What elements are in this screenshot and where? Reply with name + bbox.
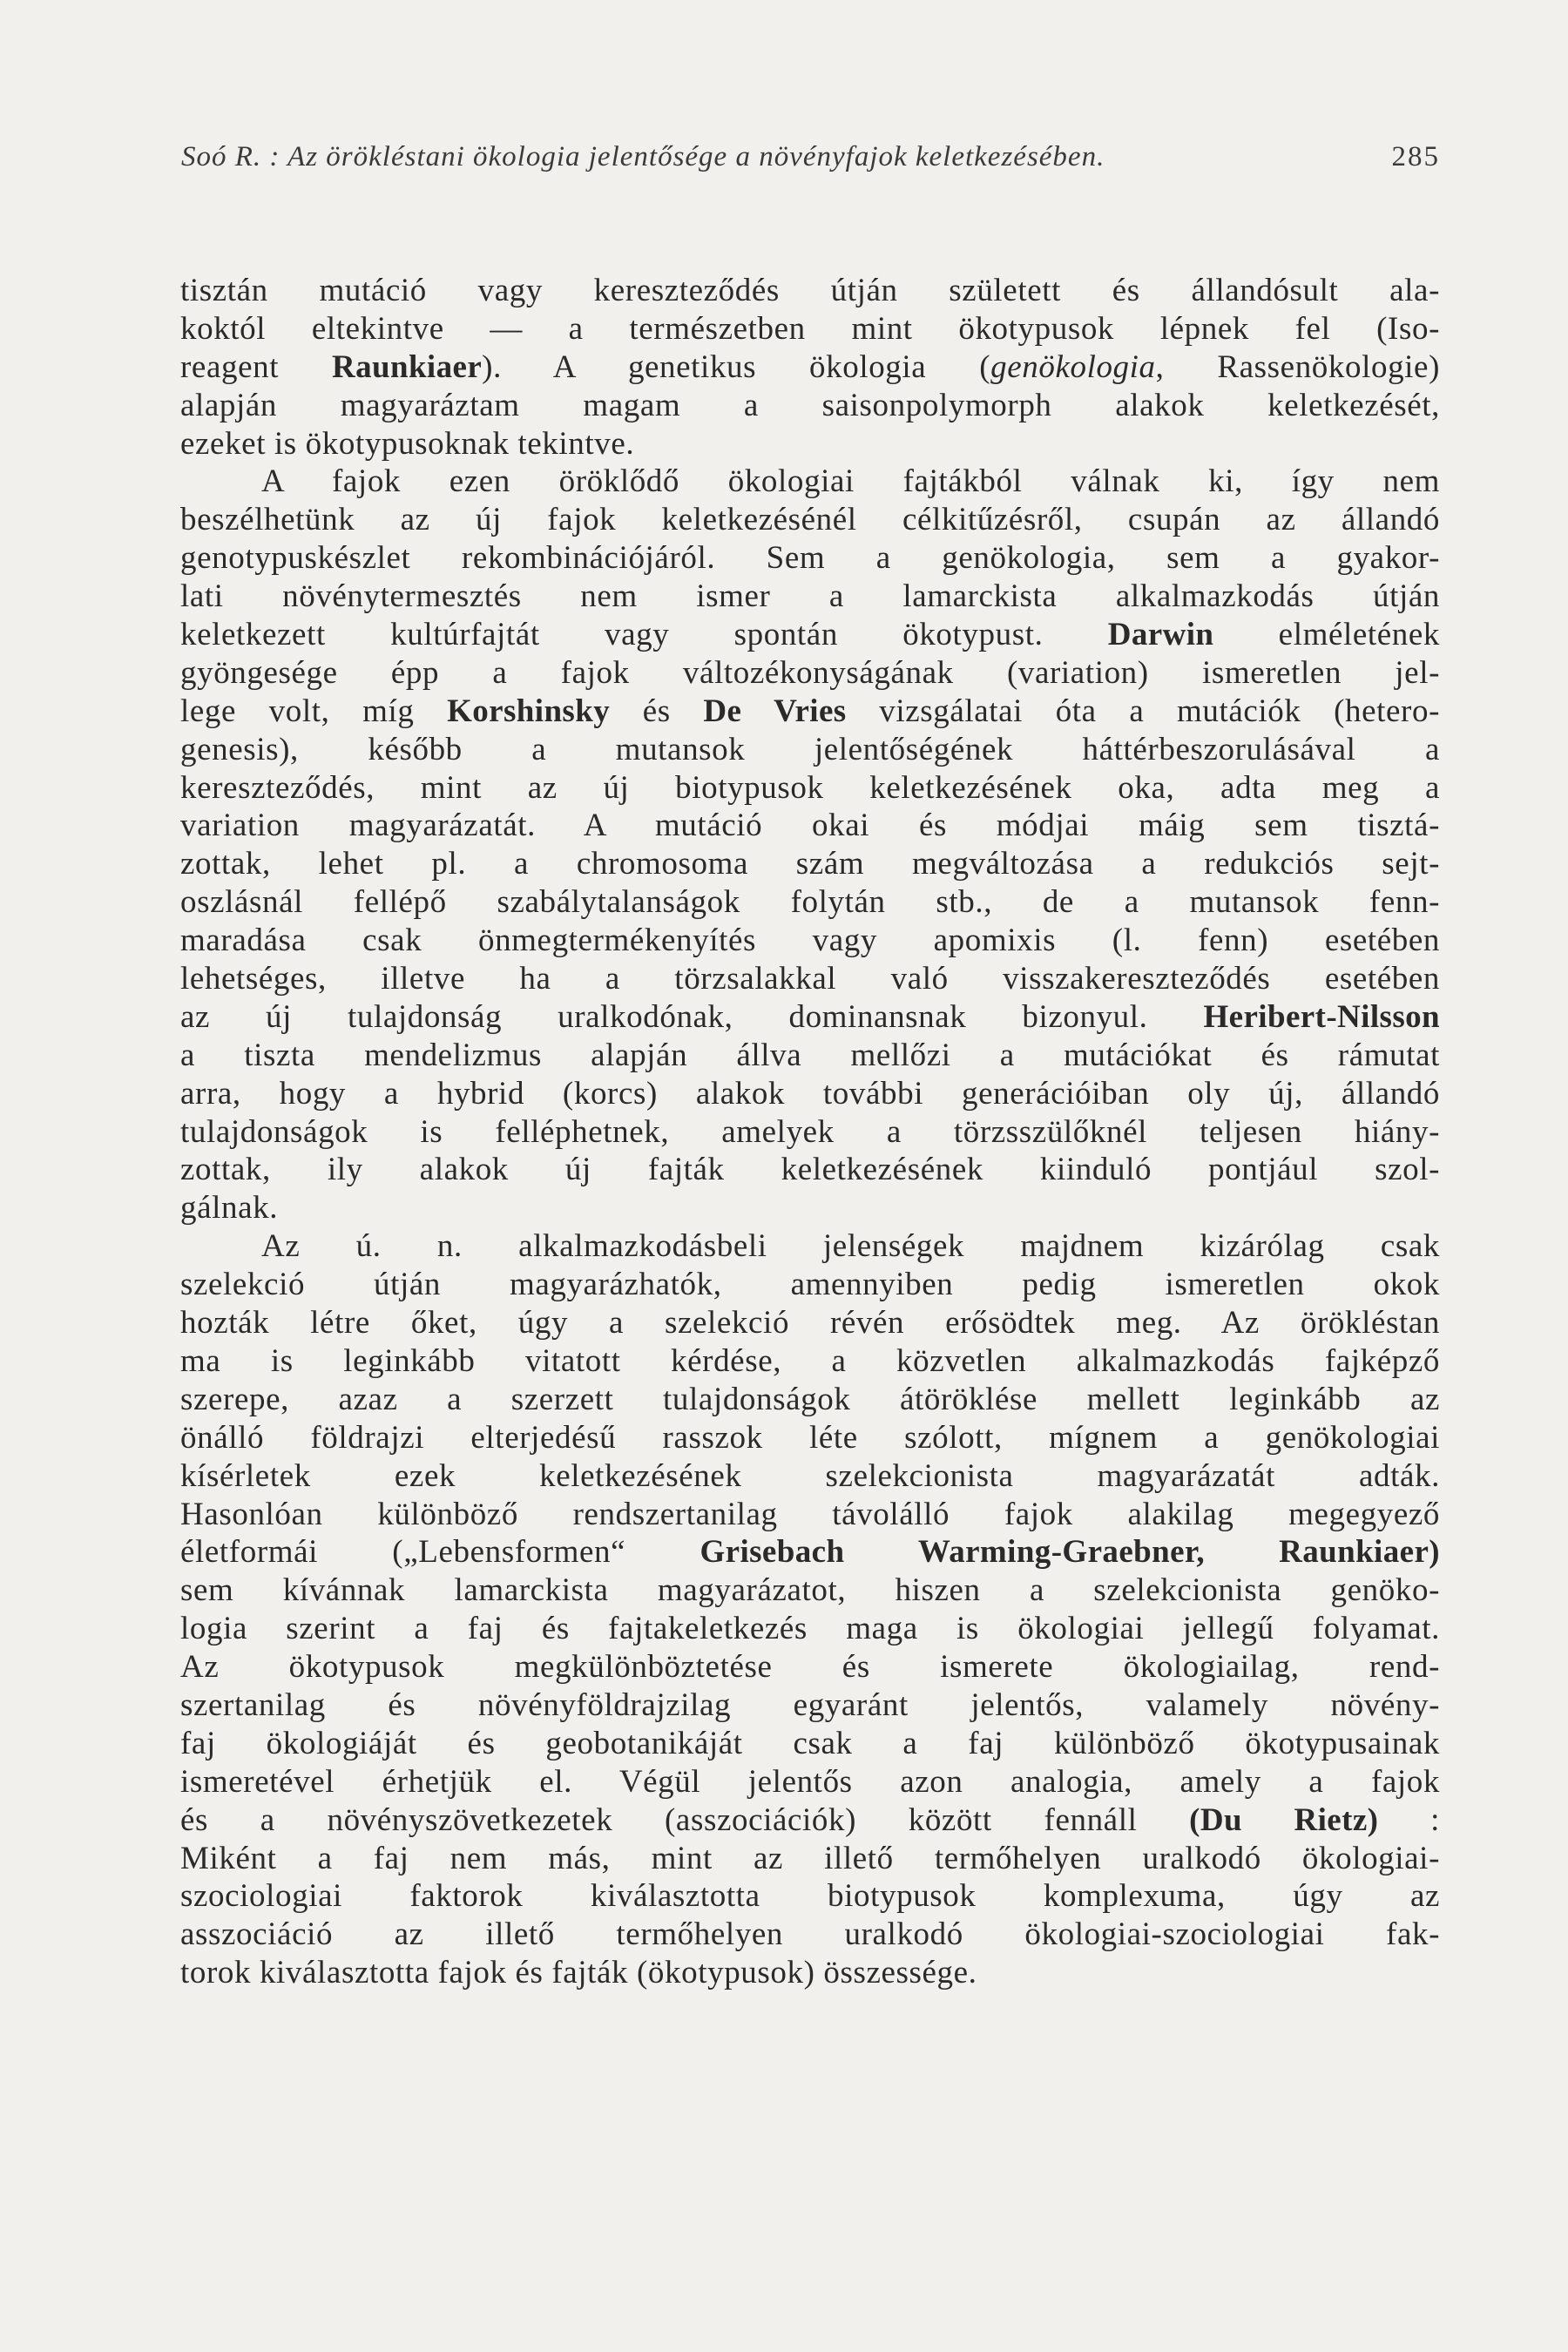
text-segment: arra, hogy a hybrid (korcs) alakok további generációiban oly új, állandó (180, 1075, 1440, 1112)
text-segment: Hasonlóan különböző rendszertanilag távolálló fajok alakilag megegyező (180, 1496, 1440, 1532)
text-segment: és a növényszövetkezetek (asszociációk) között fennáll (180, 1801, 1190, 1838)
author-name: De Vries (703, 693, 847, 729)
author-name: Grisebach Warming-Graebner, Raunkiaer) (700, 1534, 1440, 1571)
text-segment: ismeretével érhetjük el. Végül jelentős azon analogia, amely a fajok (180, 1763, 1440, 1800)
text-segment: zottak, ily alakok új fajták keletkezésének kiinduló pontjául szol- (180, 1152, 1440, 1188)
text-segment: tulajdonságok is felléphetnek, amelyek a törzsszülőknél teljesen hiány- (180, 1113, 1440, 1150)
text-segment: életformái („Lebensformen“ (180, 1534, 700, 1571)
page-number: 285 (1391, 141, 1440, 172)
text-segment: logia szerint a faj és fajtakeletkezés maga is ökologiai jellegű folyamat. (180, 1611, 1440, 1647)
text-segment: ). A genetikus ökologia ( (482, 348, 991, 385)
text-line (180, 1801, 1440, 1840)
text-line (180, 883, 1440, 922)
text-line (180, 960, 1440, 998)
text-line (180, 310, 1440, 348)
text-line (180, 1419, 1440, 1457)
running-title: Soó R. : Az örökléstani ökologia jelentősége a növényfajok keletkezésében. (181, 141, 1105, 172)
text-line (180, 807, 1440, 845)
text-line (180, 922, 1440, 960)
text-line (180, 998, 1440, 1037)
text-segment: lehetséges, illetve ha a törzsalakkal való visszakereszteződés esetében (180, 961, 1440, 997)
text-line (180, 1840, 1440, 1878)
text-segment: a tiszta mendelizmus alapján állva mellőzi a mutációkat és rámutat (180, 1037, 1440, 1073)
text-segment: vizsgálatai óta a mutációk (hetero- (846, 693, 1440, 729)
text-segment: zottak, lehet pl. a chromosoma szám megváltozása a redukciós sejt- (180, 846, 1440, 882)
text-segment: szelekció útján magyarázhatók, amennyiben pedig ismeretlen okok (180, 1267, 1440, 1303)
text-line (180, 1151, 1440, 1189)
author-name: (Du Rietz) (1189, 1801, 1379, 1838)
text-segment: , Rassenökologie) (1155, 348, 1441, 385)
text-line (180, 1037, 1440, 1075)
text-line (180, 1266, 1440, 1304)
text-segment: Az ökotypusok megkülönböztetése és ismerete ökologiailag, rend- (180, 1649, 1440, 1686)
author-name: Darwin (1107, 617, 1214, 653)
text-segment: az új tulajdonság uralkodónak, dominansnak bizonyul. (180, 998, 1204, 1035)
text-line (180, 1648, 1440, 1686)
text-line (180, 1533, 1440, 1571)
text-line (180, 1725, 1440, 1763)
text-segment: beszélhetünk az új fajok keletkezésénél célkitűzésről, csupán az állandó (180, 502, 1440, 538)
text-segment: és (610, 693, 704, 729)
text-line (180, 1877, 1440, 1916)
text-segment: önálló földrajzi elterjedésű rasszok léte szólott, mígnem a genökologiai (180, 1419, 1440, 1456)
text-segment: elméletének (1213, 617, 1441, 653)
text-segment: keletkezett kultúrfajtát vagy spontán ökotypust. (180, 617, 1108, 653)
text-line (180, 1457, 1440, 1496)
author-name: Heribert-Nilsson (1203, 998, 1440, 1035)
text-segment: Miként a faj nem más, mint az illető termőhelyen uralkodó ökologiai- (180, 1840, 1440, 1876)
text-segment: ezeket is ökotypusoknak tekintve. (180, 425, 635, 462)
text-segment: koktól eltekintve — a természetben mint ökotypusok lépnek fel (Iso- (180, 310, 1440, 347)
text-segment: szerepe, azaz a szerzett tulajdonságok átöröklése mellett leginkább az (180, 1381, 1440, 1417)
text-line (180, 1954, 1440, 1992)
text-segment: genotypuskészlet rekombinációjáról. Sem a genökologia, sem a gyakor- (180, 540, 1440, 577)
text-line (180, 693, 1440, 731)
text-segment: maradása csak önmegtermékenyítés vagy apomixis (l. fenn) esetében (180, 923, 1440, 959)
text-segment: tisztán mutáció vagy kereszteződés útján született és állandósult ala- (180, 273, 1440, 308)
text-segment: hozták létre őket, úgy a szelekció révén erősödtek meg. Az örökléstan (180, 1305, 1440, 1342)
author-name: Raunkiaer (331, 348, 483, 385)
text-line (180, 1113, 1440, 1152)
text-line (180, 425, 1440, 463)
text-line (180, 463, 1440, 501)
text-segment: szociologiai faktorok kiválasztotta biotypusok komplexuma, úgy az (180, 1878, 1440, 1915)
text-segment: szertanilag és növényföldrajzilag egyaránt jelentős, valamely növény- (180, 1686, 1440, 1723)
text-segment: faj ökologiáját és geobotanikáját csak a faj különböző ökotypusainak (180, 1725, 1440, 1761)
text-line (180, 1304, 1440, 1342)
text-line (180, 272, 1440, 310)
text-line (180, 578, 1440, 616)
text-line (180, 539, 1440, 578)
text-line (180, 616, 1440, 654)
text-line (180, 845, 1440, 883)
body-text (180, 272, 1440, 1992)
text-line (180, 731, 1440, 769)
text-segment: genesis), később a mutansok jelentőségének háttérbeszorulásával a (180, 731, 1440, 767)
text-segment: variation magyarázatát. A mutáció okai és módjai máig sem tisztá- (180, 808, 1440, 844)
text-line (180, 348, 1440, 387)
text-segment: gálnak. (180, 1190, 279, 1227)
text-line (180, 1075, 1440, 1113)
text-line (180, 1189, 1440, 1227)
text-line (180, 501, 1440, 539)
text-segment: asszociáció az illető termőhelyen uralkodó ökologiai-szociologiai fak- (180, 1916, 1440, 1953)
text-line (180, 1686, 1440, 1725)
text-segment: kísérletek ezek keletkezésének szelekcionista magyarázatát adták. (180, 1457, 1440, 1494)
text-line (180, 387, 1440, 425)
text-line (180, 1763, 1440, 1801)
text-line (180, 1916, 1440, 1954)
text-segment: ma is leginkább vitatott kérdése, a közvetlen alkalmazkodás fajképző (180, 1342, 1440, 1379)
text-segment: alapján magyaráztam magam a saisonpolymorph alakok keletkezését, (180, 387, 1440, 423)
text-segment: oszlásnál fellépő szabálytalanságok folytán stb., de a mutansok fenn- (180, 884, 1440, 921)
text-line (180, 769, 1440, 808)
text-segment: torok kiválasztotta fajok és fajták (ökotypusok) összessége. (180, 1955, 977, 1991)
text-segment: : (1378, 1801, 1441, 1838)
author-name: Korshinsky (447, 693, 611, 729)
text-line (180, 1496, 1440, 1534)
text-segment: Az ú. n. alkalmazkodásbeli jelenségek majdnem kizárólag csak (261, 1228, 1440, 1265)
text-segment: A fajok ezen öröklődő ökologiai fajtákból válnak ki, így nem (261, 463, 1440, 500)
text-segment: lege volt, míg (180, 693, 448, 729)
text-segment: genökologia (990, 348, 1156, 385)
text-line (180, 1342, 1440, 1381)
text-line (180, 1571, 1440, 1610)
text-line (180, 1381, 1440, 1419)
text-segment: gyöngesége épp a fajok változékonyságának (variation) ismeretlen jel- (180, 654, 1440, 691)
text-line (180, 654, 1440, 693)
text-segment: sem kívánnak lamarckista magyarázatot, hiszen a szelekcionista genöko- (180, 1572, 1440, 1609)
text-segment: reagent (180, 348, 332, 385)
running-header (181, 141, 1440, 185)
text-line (180, 1227, 1440, 1266)
text-segment: kereszteződés, mint az új biotypusok keletkezésének oka, adta meg a (180, 769, 1440, 806)
text-segment: lati növénytermesztés nem ismer a lamarckista alkalmazkodás útján (180, 578, 1440, 615)
text-line (180, 1610, 1440, 1648)
